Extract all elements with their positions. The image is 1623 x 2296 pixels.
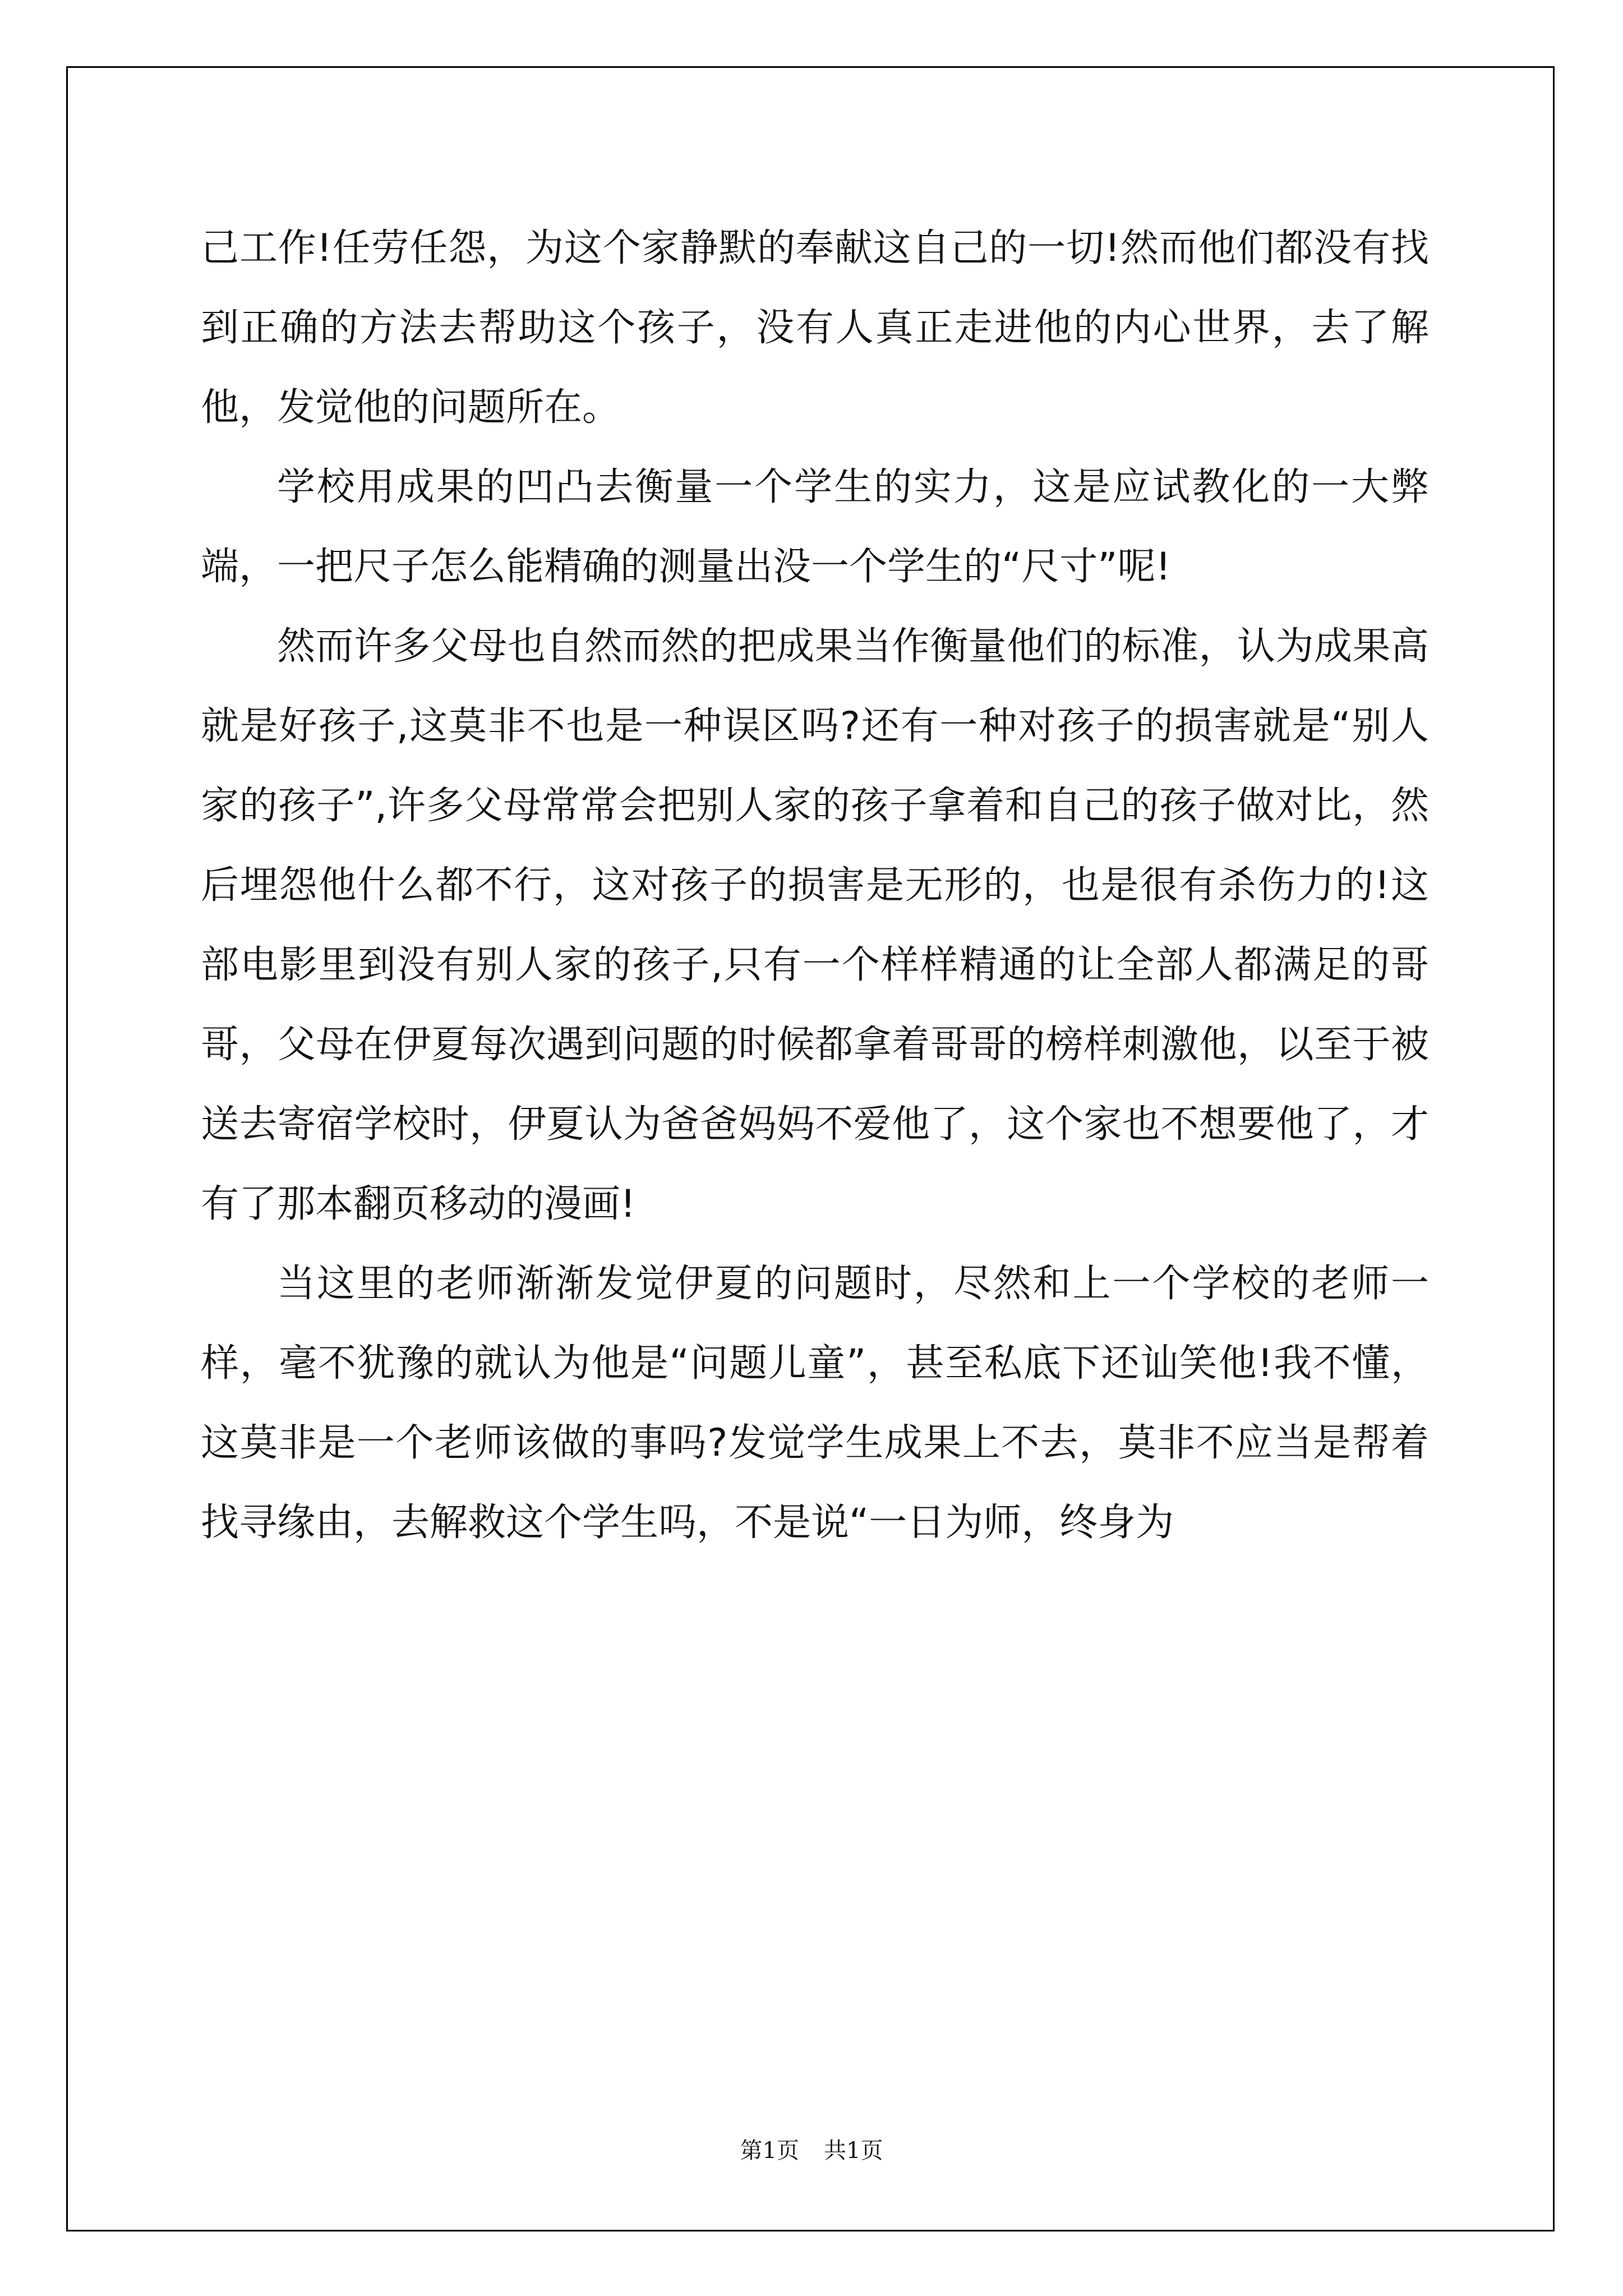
page-total: 共1页 [824, 2138, 883, 2164]
paragraph-1: 己工作!任劳任怨，为这个家静默的奉献这自己的一切!然而他们都没有找到正确的方法去帮助这个孩子，没有人真正走进他的内心世界，去了解他，发觉他的问题所在。 [201, 226, 1429, 430]
paragraph-4: 当这里的老师渐渐发觉伊夏的问题时，尽然和上一个学校的老师一样，毫不犹豫的就认为他是“问题儿童”，甚至私底下还讪笑他!我不懂，这莫非是一个老师该做的事吗?发觉学生成果上不去，莫非不应当是帮着找寻缘由，去解救这个学生吗，不是说“一日为师，终身为 [201, 1262, 1429, 1545]
paragraph-3: 然而许多父母也自然而然的把成果当作衡量他们的标准，认为成果高就是好孩子,这莫非不也是一种误区吗?还有一种对孩子的损害就是“别人家的孩子”,许多父母常常会把别人家的孩子拿着和自己的孩子做对比，然后埋怨他什么都不行，这对孩子的损害是无形的，也是很有杀伤力的!这部电影里到没有别人家的孩子,只有一个样样精通的让全部人都满足的哥哥，父母在伊夏每次遇到问题的时候都拿着哥哥的榜样刺激他，以至于被送去寄宿学校时，伊夏认为爸爸妈妈不爱他了，这个家也不想要他了，才有了那本翻页移动的漫画! [201, 624, 1429, 1226]
page-number: 第1页 [740, 2138, 799, 2164]
paragraph-2: 学校用成果的凹凸去衡量一个学生的实力，这是应试教化的一大弊端，一把尺子怎么能精确的测量出没一个学生的“尺寸”呢! [201, 465, 1429, 589]
page-footer [0, 2134, 1623, 2168]
document-body [201, 209, 1429, 1563]
